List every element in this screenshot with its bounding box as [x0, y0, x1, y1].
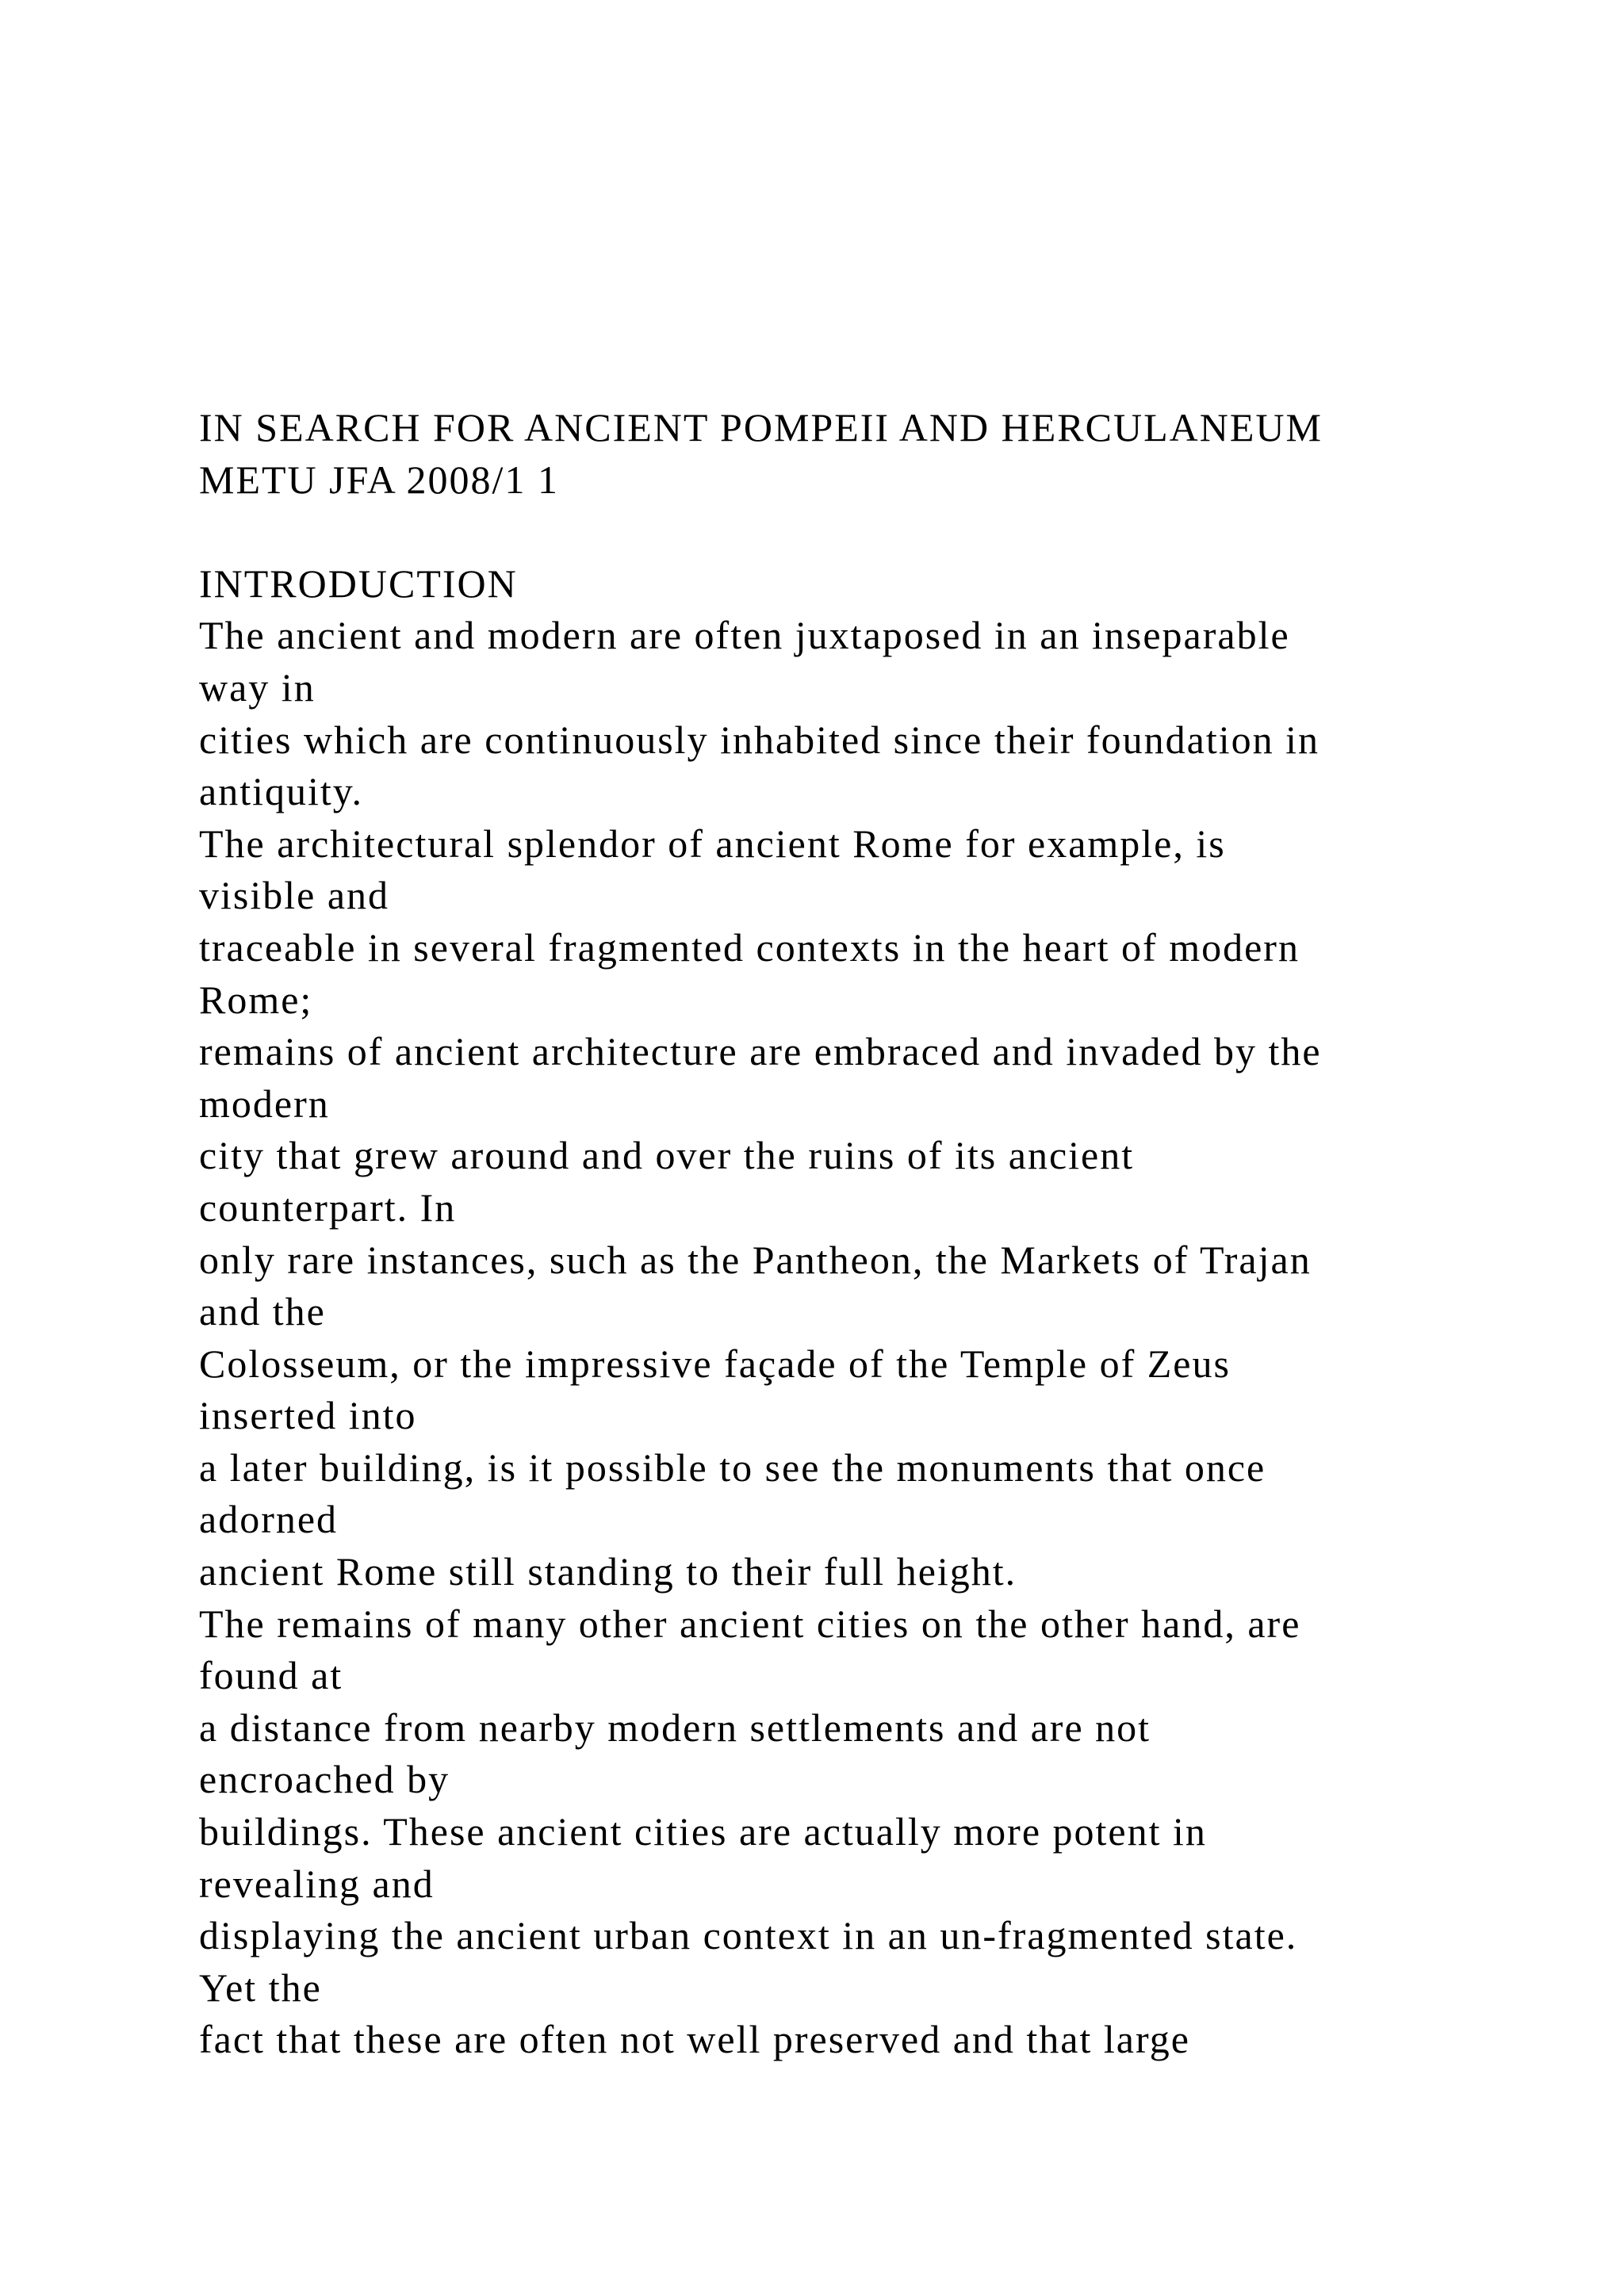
- journal-reference: METU JFA 2008/1 1: [199, 457, 559, 502]
- body-line: antiquity.: [199, 769, 364, 814]
- body-line: The ancient and modern are often juxtaposed in an inseparable: [199, 613, 1290, 658]
- document-text: [199, 402, 1515, 2066]
- body-line: counterpart. In: [199, 1184, 457, 1230]
- body-line: traceable in several fragmented contexts in the heart of modern: [199, 924, 1300, 970]
- body-line: way in: [199, 664, 316, 710]
- section-heading: INTRODUCTION: [199, 561, 518, 606]
- body-line: displaying the ancient urban context in an un-fragmented state.: [199, 1913, 1298, 1958]
- body-line: remains of ancient architecture are embraced and invaded by the: [199, 1029, 1322, 1074]
- body-line: The remains of many other ancient cities on the other hand, are: [199, 1601, 1301, 1646]
- blank-line: [199, 506, 1515, 558]
- body-line: fact that these are often not well preserved and that large: [199, 2017, 1190, 2062]
- document-title: IN SEARCH FOR ANCIENT POMPEII AND HERCULANEUM: [199, 405, 1323, 450]
- body-line: city that grew around and over the ruins of its ancient: [199, 1133, 1135, 1178]
- body-line: ancient Rome still standing to their full height.: [199, 1549, 1017, 1594]
- body-line: only rare instances, such as the Pantheon, the Markets of Trajan: [199, 1237, 1312, 1282]
- body-line: The architectural splendor of ancient Rome for example, is: [199, 821, 1226, 866]
- body-line: modern: [199, 1081, 330, 1126]
- body-line: cities which are continuously inhabited since their foundation in: [199, 717, 1320, 762]
- body-line: found at: [199, 1653, 343, 1698]
- body-line: and the: [199, 1289, 326, 1334]
- body-line: a distance from nearby modern settlements and are not: [199, 1705, 1151, 1750]
- body-line: Yet the: [199, 1965, 322, 2010]
- body-line: adorned: [199, 1497, 339, 1542]
- body-line: revealing and: [199, 1861, 435, 1906]
- body-line: encroached by: [199, 1757, 450, 1802]
- body-line: inserted into: [199, 1393, 417, 1438]
- body-line: buildings. These ancient cities are actually more potent in: [199, 1809, 1207, 1854]
- body-line: Rome;: [199, 977, 313, 1022]
- body-line: a later building, is it possible to see the monuments that once: [199, 1445, 1266, 1490]
- body-line: visible and: [199, 873, 390, 918]
- body-line: Colosseum, or the impressive façade of the Temple of Zeus: [199, 1341, 1231, 1386]
